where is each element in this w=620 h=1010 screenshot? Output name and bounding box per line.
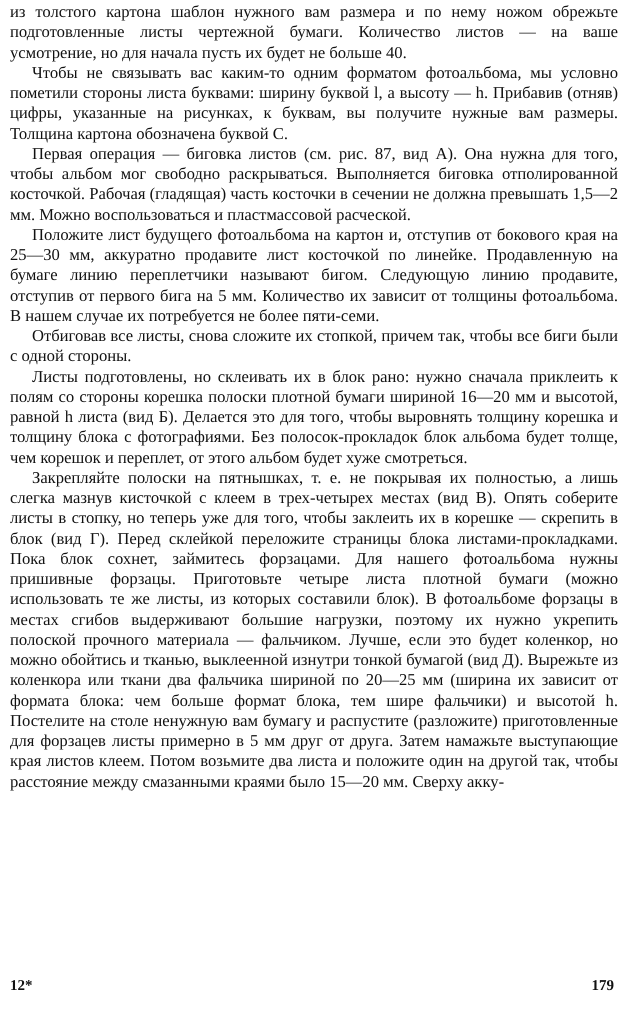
page-number: 179 xyxy=(591,978,614,994)
paragraph-7: Закрепляйте полоски на пятнышках, т. е. не покрывая их полностью, а лишь слегка мазнув кисточкой с клеем в трех-четырех местах (вид В). Опять соберите листы в стопку, но теперь уже для того, чтобы заклеить их в корешке — скрепить в блок (вид Г). Перед склейкой переложите страницы блока листами-прокладками. Пока блок сохнет, займитесь форзацами. Для нашего фотоальбома нужны пришивные форзацы. Приготовьте четыре листа плотной бумаги (можно использовать те же листы, из которых составили блок). В фотоальбоме форзацы в местах сгибов выдерживают большие нагрузки, поэтому их нужно укрепить полоской прочного материала — фальчиком. Лучше, если это будет коленкор, но можно обойтись и тканью, выклеенной изнутри тонкой бумагой (вид Д). Вырежьте из коленкора или ткани два фальчика шириной по 20—25 мм (ширина их зависит от формата блока: чем больше формат блока, тем шире фальчики) и высотой h. Постелите на столе ненужную вам бумагу и распустите (разложите) приготовленные для форзацев листы примерно в 5 мм друг от друга. Затем намажьте выступающие края листов клеем. Потом возьмите два листа и положите один на другой так, чтобы расстояние между смазанными краями было 15—20 мм. Сверху акку- xyxy=(10,467,619,791)
paragraph-3: Первая операция — биговка листов (см. рис. 87, вид А). Она нужна для того, чтобы альбом мог свободно раскрываться. Выполняется биговка отполированной косточкой. Рабочая (гладящая) часть косточки в сечении не должна превышать 1,5—2 мм. Можно воспользоваться и пластмассовой расческой. xyxy=(10,143,618,224)
signature-mark: 12* xyxy=(10,978,33,994)
paragraph-5: Отбиговав все листы, снова сложите их стопкой, причем так, чтобы все биги были с одной стороны. xyxy=(10,326,618,366)
page-footer xyxy=(10,972,616,998)
paragraph-1: из толстого картона шаблон нужного вам размера и по нему ножом обрежьте подготовленные листы чертежной бумаги. Количество листов — на ваше усмотрение, но для начала пусть их будет не больше 40. xyxy=(10,2,618,62)
document-page xyxy=(10,2,618,1008)
paragraph-4: Положите лист будущего фотоальбома на картон и, отступив от бокового края на 25—30 мм, аккуратно продавите лист косточкой по линейке. Продавленную на бумаге линию переплетчики называют бигом. Следующую линию продавите, отступив от первого бига на 5 мм. Количество их зависит от толщины фотоальбома. В нашем случае их потребуется не более пяти-семи. xyxy=(10,224,618,325)
paragraph-6: Листы подготовлены, но склеивать их в блок рано: нужно сначала приклеить к полям со стороны корешка полоски плотной бумаги шириной 16—20 мм и высотой, равной h листа (вид Б). Делается это для того, чтобы выровнять толщину корешка и толщину блока с фотографиями. Без полосок-прокладок блок альбома будет толще, чем корешок и переплет, от этого альбом будет хуже смотреться. xyxy=(10,366,618,467)
paragraph-2: Чтобы не связывать вас каким-то одним форматом фотоальбома, мы условно пометили стороны листа буквами: ширину буквой l, а высоту — h. Прибавив (отняв) цифры, указанные на рисунках, к буквам, вы получите нужные вам размеры. Толщина картона обозначена буквой С. xyxy=(10,62,618,143)
